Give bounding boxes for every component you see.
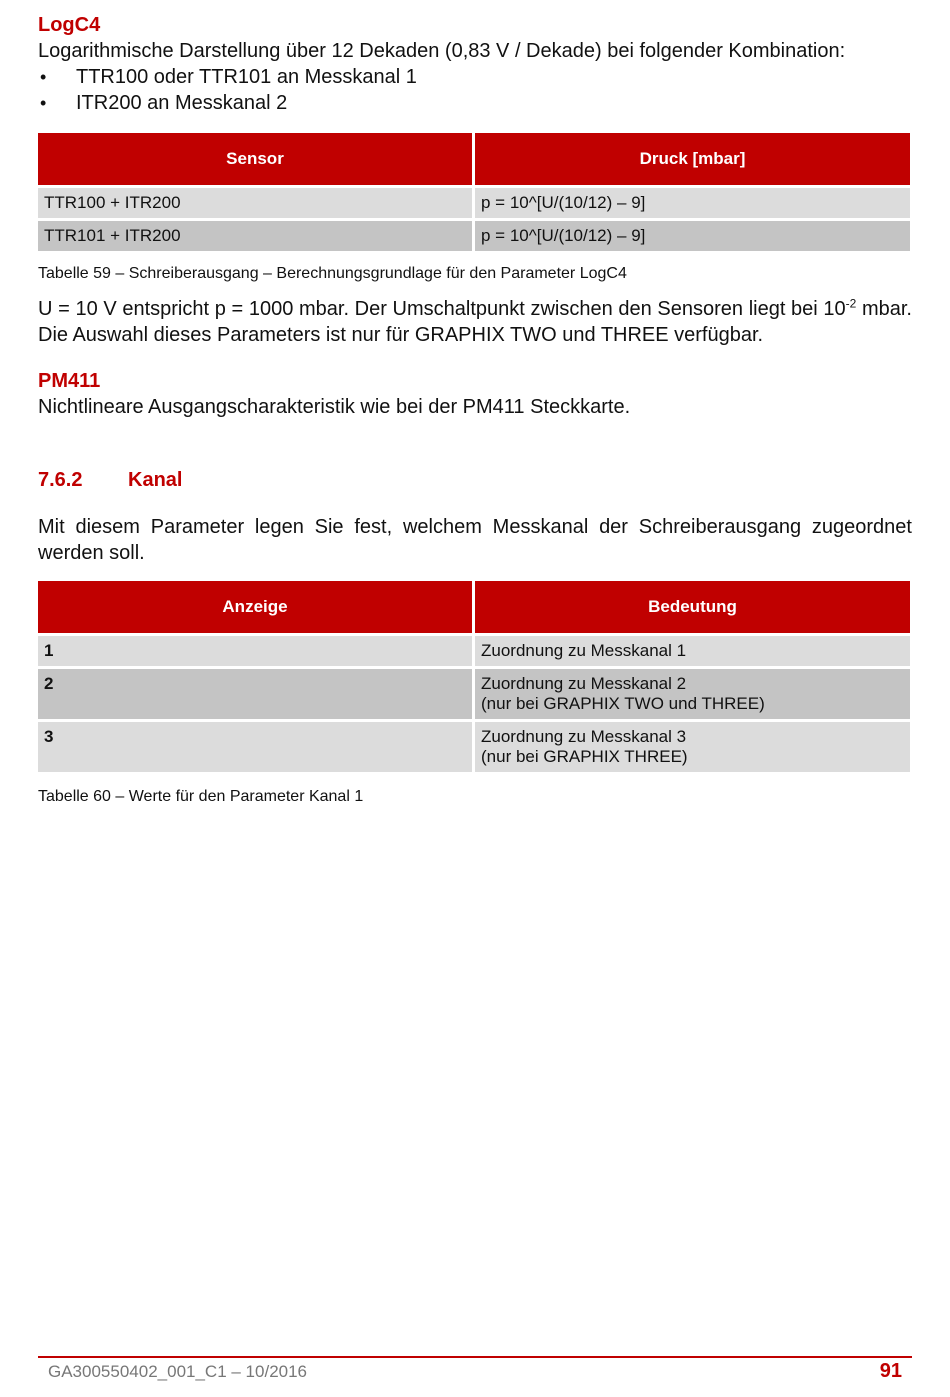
logc4-bullet-list [38, 64, 912, 116]
table-caption-60: Tabelle 60 – Werte für den Parameter Kanal 1 [38, 788, 364, 805]
table-row [38, 636, 910, 666]
cell-line: Zuordnung zu Messkanal 1 [481, 641, 687, 660]
table-header-pressure: Druck [mbar] [475, 133, 910, 185]
table-row [38, 669, 910, 719]
logc4-table [35, 130, 913, 254]
footer-doc-id: GA300550402_001_C1 – 10/2016 [48, 1362, 308, 1381]
cell-line: (nur bei GRAPHIX TWO und THREE) [481, 694, 765, 713]
table-caption-59: Tabelle 59 – Schreiberausgang – Berechnungsgrundlage für den Parameter LogC4 [38, 265, 627, 282]
list-item: • TTR100 oder TTR101 an Messkanal 1 [38, 64, 912, 90]
pm411-text: Nichtlineare Ausgangscharakteristik wie bei der PM411 Steckkarte. [38, 396, 631, 418]
logc4-paragraph [38, 296, 912, 348]
logc4-heading: LogC4 [38, 14, 101, 36]
table-cell [475, 636, 910, 666]
section-title: Kanal [128, 469, 183, 491]
cell-line: Zuordnung zu Messkanal 2 [481, 674, 687, 693]
table-cell: 2 [38, 669, 472, 719]
exponent: -2 [845, 296, 857, 311]
table-header-display: Anzeige [38, 581, 472, 633]
section-text: Mit diesem Parameter legen Sie fest, welchem Messkanal der Schreiberausgang zugeordnet werden soll. [38, 516, 912, 564]
paragraph-text: mbar. Die Auswahl dieses Parameters ist nur für GRAPHIX TWO und THREE verfügbar. [38, 298, 912, 346]
table-row [38, 221, 910, 251]
list-item: • ITR200 an Messkanal 2 [38, 90, 912, 116]
table-cell: TTR101 + ITR200 [38, 221, 472, 251]
table-cell [475, 669, 910, 719]
table-header-meaning: Bedeutung [475, 581, 910, 633]
pm411-heading: PM411 [38, 370, 101, 392]
logc4-intro: Logarithmische Darstellung über 12 Dekaden (0,83 V / Dekade) bei folgender Kombination: [38, 40, 846, 62]
section-heading [38, 467, 912, 493]
page-content [38, 12, 912, 807]
footer-divider [38, 1356, 912, 1358]
table-cell: TTR100 + ITR200 [38, 188, 472, 218]
section-number: 7.6.2 [38, 469, 83, 491]
table-cell: 1 [38, 636, 472, 666]
paragraph-text: U = 10 V entspricht p = 1000 mbar. Der Umschaltpunkt zwischen den Sensoren liegt bei 10 [38, 298, 846, 320]
cell-line: Zuordnung zu Messkanal 3 [481, 727, 687, 746]
table-row [38, 188, 910, 218]
kanal-table [35, 578, 913, 775]
table-cell: p = 10^[U/(10/12) – 9] [475, 188, 910, 218]
cell-line: (nur bei GRAPHIX THREE) [481, 747, 688, 766]
page-number: 91 [879, 1360, 902, 1382]
table-cell [475, 722, 910, 772]
table-header-sensor: Sensor [38, 133, 472, 185]
table-row [38, 722, 910, 772]
table-cell: p = 10^[U/(10/12) – 9] [475, 221, 910, 251]
table-cell: 3 [38, 722, 472, 772]
